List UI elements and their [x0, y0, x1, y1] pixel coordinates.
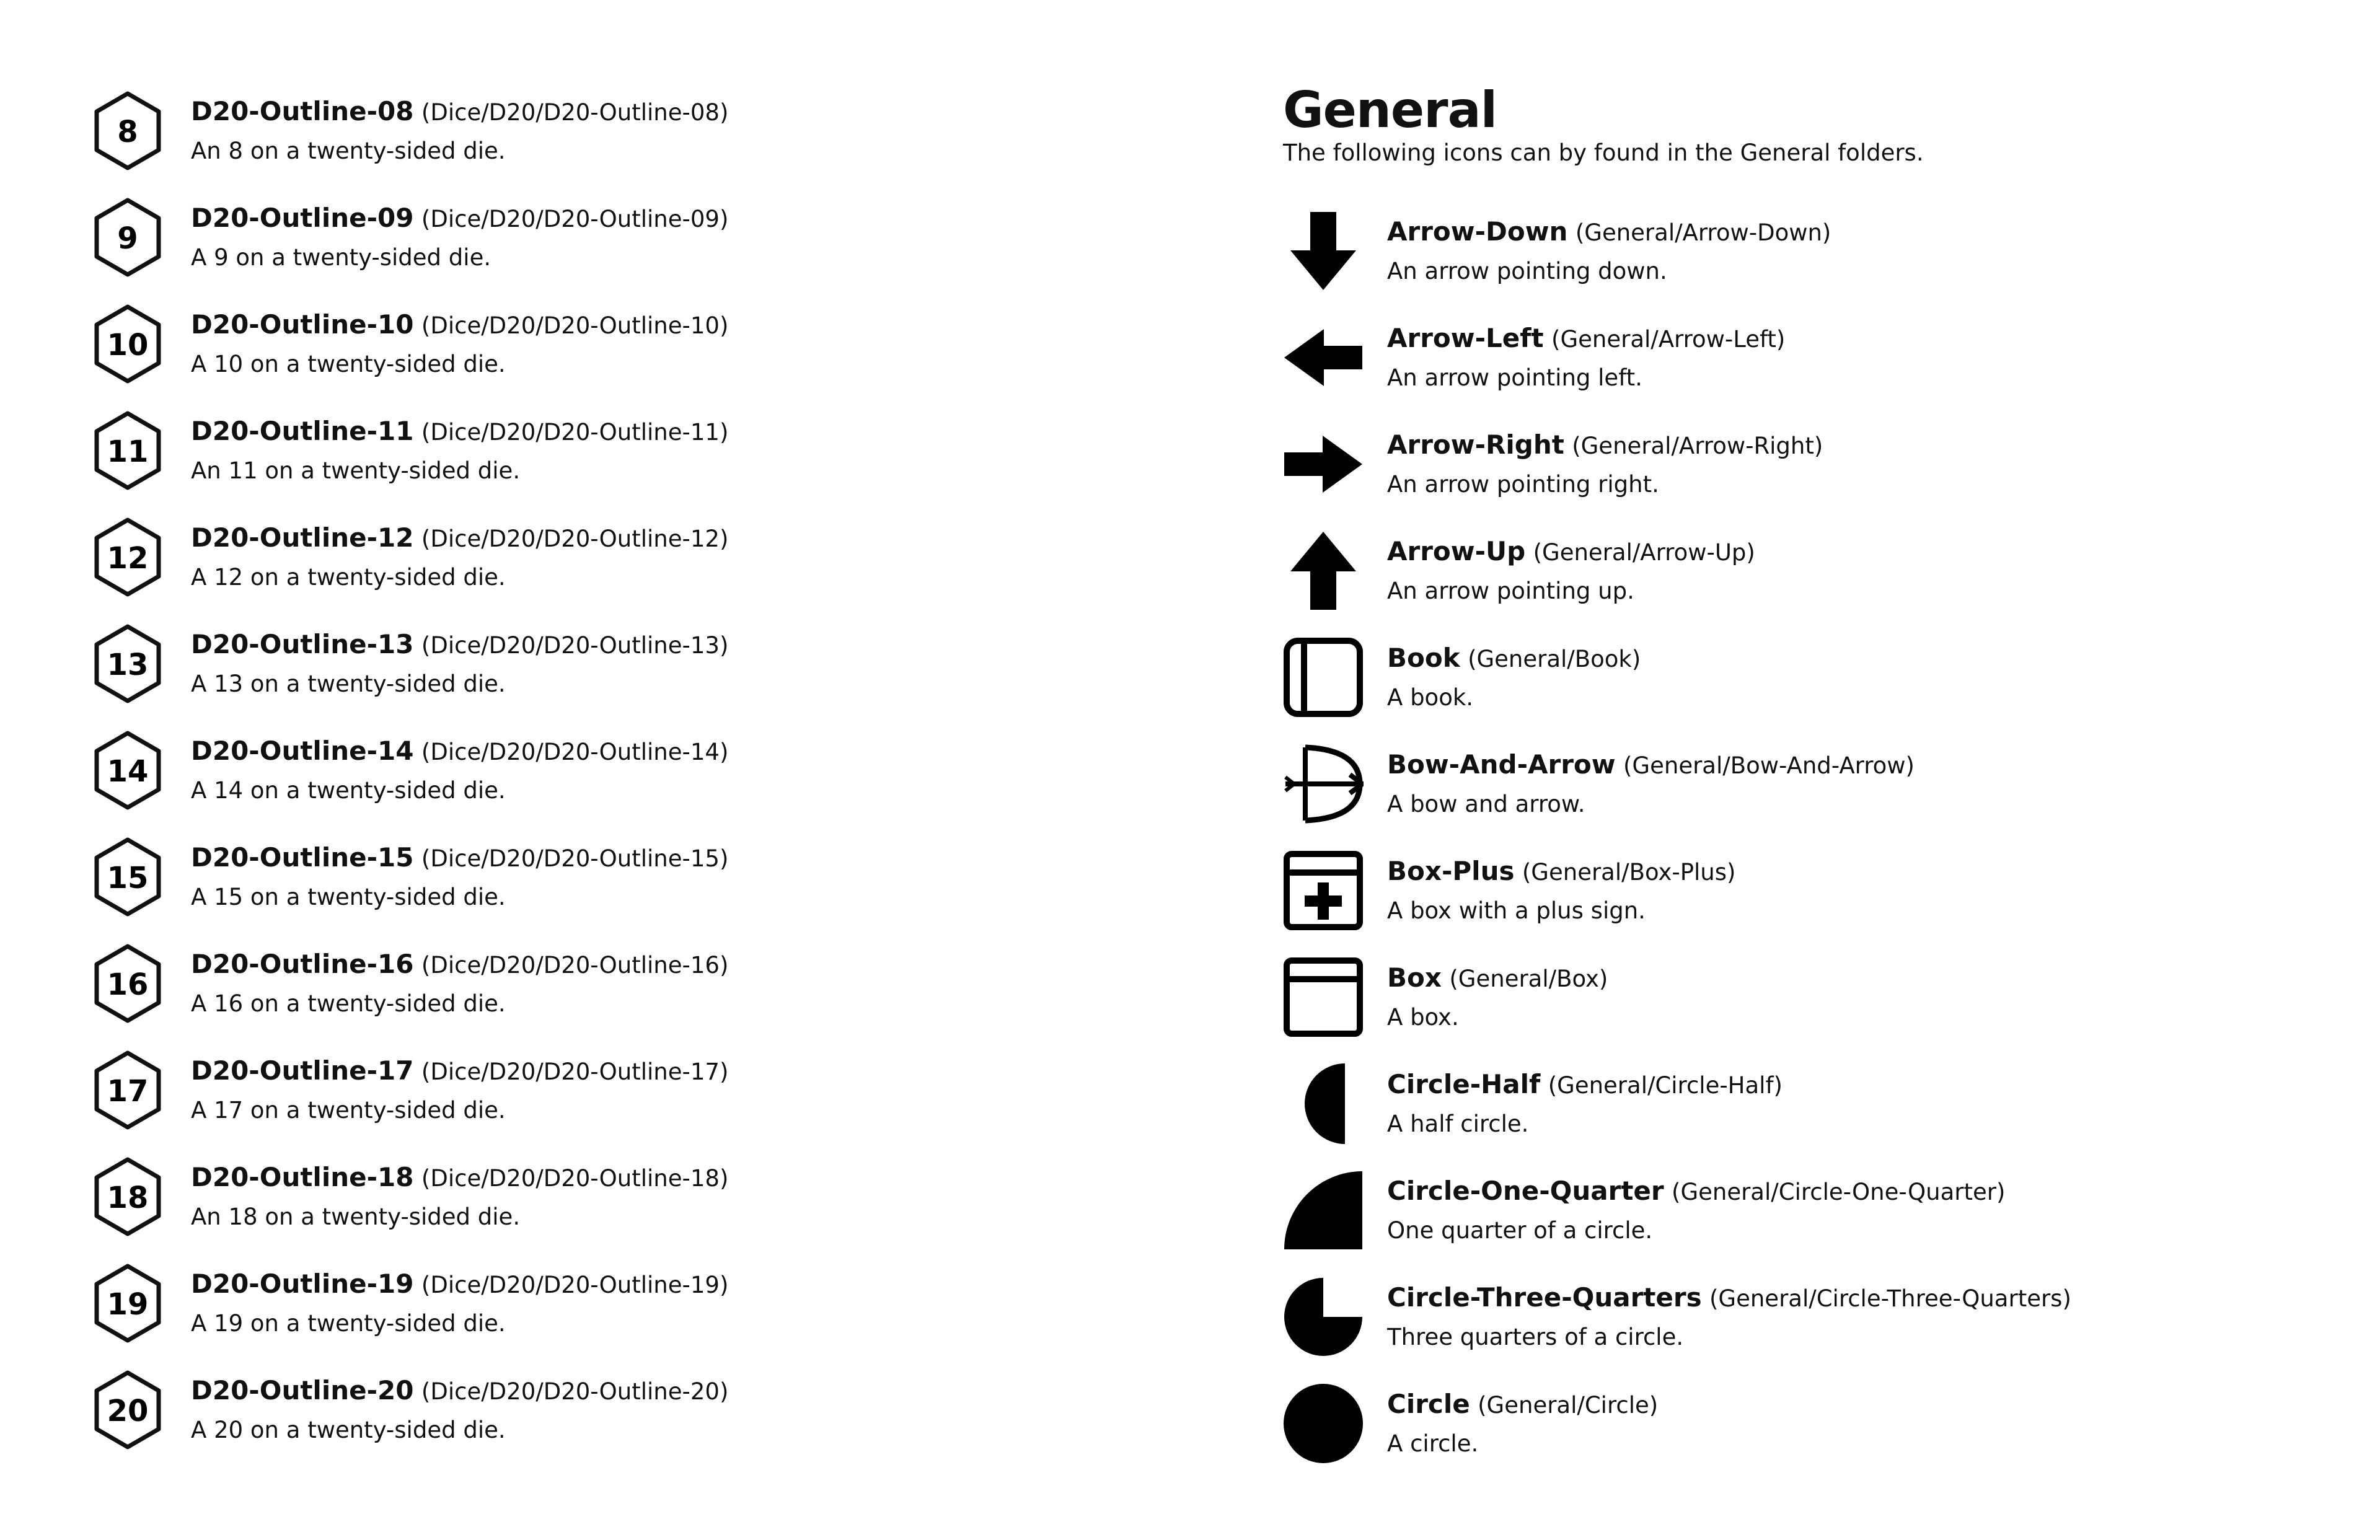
- icon-description: A bow and arrow.: [1387, 791, 1585, 817]
- arrow-right-icon: [1283, 424, 1364, 504]
- icon-path: (Dice/D20/D20-Outline-08): [421, 99, 729, 126]
- section-title: General: [1283, 81, 1497, 139]
- d20-outline-17-icon: [93, 1050, 162, 1130]
- circle-icon: [1283, 1383, 1364, 1464]
- svg-text:19: 19: [107, 1287, 149, 1322]
- d20-outline-08-icon: [93, 90, 162, 171]
- d20-outline-10-icon: [93, 304, 162, 384]
- icon-description: An 18 on a twenty-sided die.: [191, 1203, 521, 1230]
- icon-description: A 15 on a twenty-sided die.: [191, 884, 506, 910]
- d20-outline-20-icon: [93, 1370, 162, 1450]
- svg-text:11: 11: [107, 434, 149, 469]
- svg-text:14: 14: [107, 754, 149, 789]
- d20-outline-12-icon: [93, 517, 162, 597]
- d20-outline-09-icon: [93, 197, 162, 278]
- icon-name: D20-Outline-10: [191, 309, 414, 340]
- svg-text:12: 12: [107, 541, 149, 576]
- icon-name: Circle-Three-Quarters: [1387, 1282, 1702, 1313]
- icon-path: (Dice/D20/D20-Outline-11): [421, 419, 729, 446]
- icon-path: (General/Circle-Half): [1548, 1072, 1783, 1099]
- icon-name: Book: [1387, 643, 1460, 673]
- d20-outline-15-icon: [93, 837, 162, 917]
- svg-text:20: 20: [107, 1394, 149, 1428]
- icon-path: (Dice/D20/D20-Outline-13): [421, 632, 729, 659]
- icon-path: (General/Box): [1449, 966, 1608, 992]
- box-plus-icon: [1283, 850, 1364, 931]
- icon-name: Box-Plus: [1387, 856, 1515, 886]
- arrow-left-icon: [1283, 317, 1364, 398]
- icon-name: D20-Outline-14: [191, 736, 414, 766]
- icon-name: Circle-Half: [1387, 1069, 1541, 1099]
- icon-name: D20-Outline-12: [191, 522, 414, 553]
- icon-name: D20-Outline-19: [191, 1269, 414, 1299]
- icon-path: (General/Arrow-Right): [1572, 433, 1823, 459]
- svg-text:13: 13: [107, 648, 149, 682]
- icon-path: (Dice/D20/D20-Outline-10): [421, 312, 729, 339]
- icon-name: Circle-One-Quarter: [1387, 1176, 1664, 1206]
- icon-name: D20-Outline-20: [191, 1375, 414, 1406]
- icon-path: (General/Arrow-Left): [1551, 326, 1786, 353]
- icon-name: D20-Outline-09: [191, 203, 414, 233]
- icon-description: A 9 on a twenty-sided die.: [191, 244, 491, 271]
- icon-path: (General/Circle): [1478, 1392, 1659, 1419]
- icon-name: Box: [1387, 962, 1442, 993]
- box-icon: [1283, 957, 1364, 1037]
- icon-description: A book.: [1387, 684, 1474, 711]
- icon-name: Arrow-Left: [1387, 323, 1544, 353]
- circle-one-quarter-icon: [1283, 1170, 1364, 1251]
- icon-description: One quarter of a circle.: [1387, 1217, 1653, 1244]
- icon-path: (General/Arrow-Down): [1575, 219, 1831, 246]
- svg-text:9: 9: [117, 221, 138, 256]
- icon-description: A circle.: [1387, 1430, 1479, 1457]
- icon-description: A half circle.: [1387, 1111, 1529, 1137]
- icon-name: D20-Outline-17: [191, 1055, 414, 1086]
- arrow-up-icon: [1283, 530, 1364, 611]
- icon-name: Arrow-Down: [1387, 216, 1568, 247]
- icon-path: (General/Box-Plus): [1522, 859, 1736, 886]
- icon-path: (General/Bow-And-Arrow): [1623, 752, 1915, 779]
- d20-outline-13-icon: [93, 623, 162, 704]
- icon-path: (General/Arrow-Up): [1533, 539, 1755, 566]
- icon-path: (Dice/D20/D20-Outline-12): [421, 526, 729, 552]
- icon-description: An arrow pointing right.: [1387, 471, 1659, 498]
- svg-text:8: 8: [117, 115, 138, 149]
- icon-description: An arrow pointing up.: [1387, 578, 1634, 604]
- icon-path: (General/Circle-One-Quarter): [1672, 1179, 2006, 1205]
- icon-description: A 12 on a twenty-sided die.: [191, 564, 506, 591]
- icon-description: A 20 on a twenty-sided die.: [191, 1417, 506, 1443]
- svg-text:18: 18: [107, 1181, 149, 1215]
- icon-description: An arrow pointing down.: [1387, 258, 1667, 284]
- d20-outline-11-icon: [93, 410, 162, 491]
- icon-path: (Dice/D20/D20-Outline-20): [421, 1378, 729, 1405]
- icon-description: A box.: [1387, 1004, 1459, 1031]
- icon-name: D20-Outline-16: [191, 949, 414, 979]
- icon-path: (General/Book): [1468, 646, 1641, 672]
- icon-description: A 19 on a twenty-sided die.: [191, 1310, 506, 1337]
- icon-name: D20-Outline-15: [191, 842, 414, 873]
- icon-name: D20-Outline-18: [191, 1162, 414, 1192]
- icon-path: (Dice/D20/D20-Outline-18): [421, 1165, 729, 1192]
- icon-description: Three quarters of a circle.: [1387, 1324, 1684, 1350]
- icon-path: (Dice/D20/D20-Outline-14): [421, 739, 729, 765]
- d20-outline-16-icon: [93, 943, 162, 1024]
- icon-name: Arrow-Up: [1387, 536, 1526, 566]
- icon-path: (Dice/D20/D20-Outline-16): [421, 952, 729, 979]
- icon-description: A 17 on a twenty-sided die.: [191, 1097, 506, 1124]
- icon-path: (Dice/D20/D20-Outline-17): [421, 1058, 729, 1085]
- icon-description: A 13 on a twenty-sided die.: [191, 671, 506, 697]
- d20-outline-19-icon: [93, 1263, 162, 1344]
- icon-path: (General/Circle-Three-Quarters): [1709, 1285, 2071, 1312]
- icon-description: An 11 on a twenty-sided die.: [191, 457, 521, 484]
- icon-name: Arrow-Right: [1387, 429, 1564, 460]
- d20-outline-18-icon: [93, 1156, 162, 1237]
- icon-name: D20-Outline-13: [191, 629, 414, 659]
- bow-and-arrow-icon: [1283, 744, 1364, 824]
- svg-text:17: 17: [107, 1074, 149, 1109]
- circle-half-icon: [1283, 1063, 1364, 1144]
- icon-description: A box with a plus sign.: [1387, 897, 1646, 924]
- svg-text:10: 10: [107, 328, 149, 363]
- icon-description: A 16 on a twenty-sided die.: [191, 990, 506, 1017]
- icon-name: Bow-And-Arrow: [1387, 749, 1616, 780]
- icon-description: A 14 on a twenty-sided die.: [191, 777, 506, 804]
- icon-description: An 8 on a twenty-sided die.: [191, 138, 506, 164]
- icon-path: (Dice/D20/D20-Outline-09): [421, 206, 729, 232]
- svg-text:16: 16: [107, 967, 149, 1002]
- arrow-down-icon: [1283, 211, 1364, 291]
- book-icon: [1283, 637, 1364, 718]
- icon-name: D20-Outline-11: [191, 416, 414, 446]
- svg-text:15: 15: [107, 861, 149, 895]
- icon-name: Circle: [1387, 1389, 1470, 1419]
- section-subtitle: The following icons can by found in the General folders.: [1283, 139, 1924, 166]
- circle-three-quarters-icon: [1283, 1277, 1364, 1357]
- d20-outline-14-icon: [93, 730, 162, 811]
- icon-name: D20-Outline-08: [191, 96, 414, 126]
- icon-description: An arrow pointing left.: [1387, 364, 1642, 391]
- icon-path: (Dice/D20/D20-Outline-15): [421, 845, 729, 872]
- icon-description: A 10 on a twenty-sided die.: [191, 351, 506, 377]
- icon-path: (Dice/D20/D20-Outline-19): [421, 1272, 729, 1298]
